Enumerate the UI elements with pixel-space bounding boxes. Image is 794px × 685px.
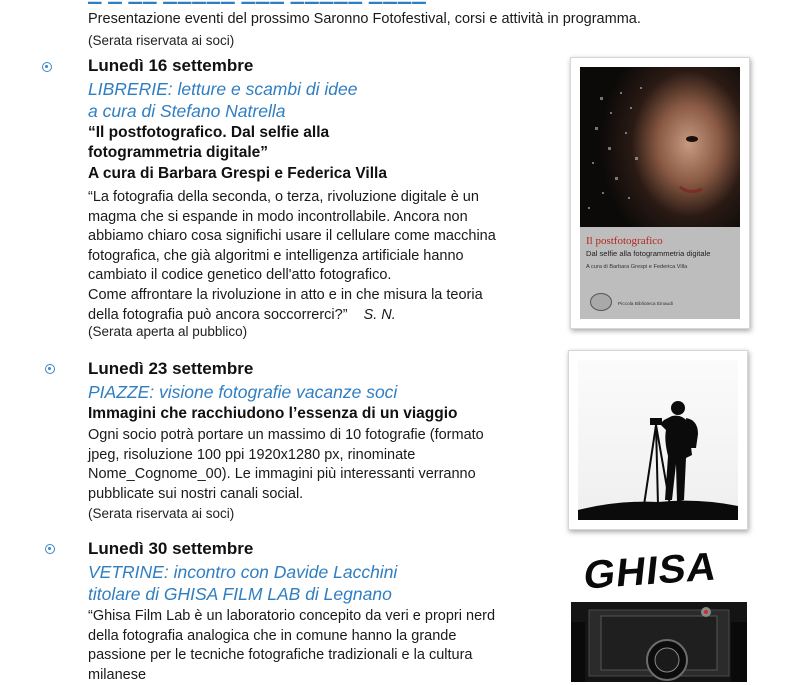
- book-editors: A cura di Barbara Grespi e Federica Villa: [586, 264, 688, 270]
- event-category-line2: a cura di Stefano Natrella: [88, 101, 286, 121]
- camera-icon: [571, 602, 747, 682]
- body-line: “La fotografia della seconda, o terza, rivoluzione digitale è un: [88, 189, 479, 205]
- event-date: Lunedì 30 settembre: [88, 539, 254, 558]
- body-line: cambiato il codice genetico dell'atto fotografico.: [88, 267, 392, 284]
- camera-photo: [571, 602, 747, 682]
- event-category-line2: titolare di GHISA FILM LAB di Legnano: [88, 584, 392, 604]
- ghisa-logo: [578, 540, 738, 596]
- ghisa-logo-graphic: [578, 540, 738, 596]
- event-bullet: [42, 62, 52, 72]
- event-bullet: [45, 544, 55, 554]
- event-category: LIBRERIE: letture e scambi di idee: [88, 79, 358, 99]
- body-line: jpeg, risoluzione 100 ppi 1920x1280 px, rinominate: [88, 446, 416, 463]
- publisher-logo-icon: [590, 293, 612, 311]
- event-body: [88, 188, 558, 325]
- cover-photo: [580, 67, 740, 227]
- book-cover: [580, 67, 740, 319]
- body-line: della fotografia può ancora soccorrerci?”: [88, 306, 348, 323]
- event-body: [88, 426, 558, 504]
- event-bullet: [45, 364, 55, 374]
- quote-author: S. N.: [363, 306, 396, 323]
- body-line: della fotografia analogica che in comune hanno la grande: [88, 627, 457, 644]
- event-body: [88, 607, 558, 685]
- pixel-dissolve-graphic: [580, 67, 740, 227]
- book-subtitle: Dal selfie alla fotogrammetria digitale: [586, 249, 711, 258]
- body-line: fotografica, che già algoritmi e intelligenza artificiale hanno: [88, 247, 464, 264]
- book-publisher: Piccola Biblioteca Einaudi: [618, 302, 673, 307]
- event-title: “Il postfotografico. Dal selfie alla: [88, 124, 330, 141]
- photographer-photo: [578, 360, 738, 520]
- intro-line: Presentazione eventi del prossimo Saronno Fotofestival, corsi e attività in programma.: [88, 11, 641, 27]
- event-category: VETRINE: incontro con Davide Lacchini: [88, 562, 398, 582]
- body-line: Ogni socio potrà portare un massimo di 10 fotografie (formato: [88, 427, 484, 443]
- body-line: milanese: [88, 666, 147, 683]
- top-cut-heading: [88, 0, 608, 4]
- book-title: Il postfotografico: [586, 235, 663, 247]
- event-note: (Serata riservata ai soci): [88, 506, 235, 521]
- event-date: Lunedì 16 settembre: [88, 56, 254, 75]
- event-title: Immagini che racchiudono l’essenza di un viaggio: [88, 405, 458, 422]
- body-line: “Ghisa Film Lab è un laboratorio concepito da veri e propri nerd: [88, 608, 496, 624]
- event-date: Lunedì 23 settembre: [88, 359, 254, 378]
- body-line: passione per le tecniche fotografiche tradizionali e la cultura: [88, 647, 473, 664]
- body-line: Nome_Cognome_00). Le immagini più interessanti verranno: [88, 466, 476, 483]
- body-line: Come affrontare la rivoluzione in atto e in che misura la teoria: [88, 286, 483, 303]
- intro-note: (Serata riservata ai soci): [88, 33, 235, 48]
- body-line: pubblicate sui nostri canali social.: [88, 485, 304, 502]
- photographer-photo-frame: [568, 350, 748, 530]
- event-title-line3: A cura di Barbara Grespi e Federica Villa: [88, 165, 387, 182]
- photographer-silhouette-icon: [578, 360, 738, 520]
- event-category: PIAZZE: visione fotografie vacanze soci: [88, 382, 398, 402]
- event-note: (Serata aperta al pubblico): [88, 324, 248, 339]
- event-title-line2: fotogrammetria digitale”: [88, 144, 268, 161]
- body-line: abbiamo chiaro cosa significhi usare il cellulare come macchina: [88, 228, 496, 245]
- body-line: magma che si espande in modo incontrollabile. Ancora non: [88, 208, 468, 225]
- book-cover-frame: [570, 57, 750, 329]
- svg-text:GHISA: GHISA: [581, 543, 720, 596]
